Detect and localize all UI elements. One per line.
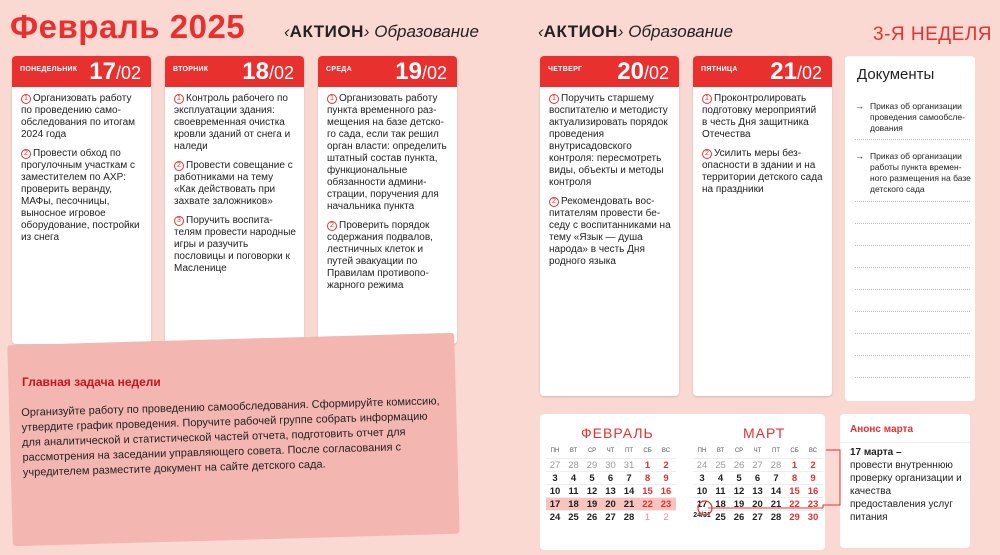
announcement-text: провести внутреннюю проверку организации и качества предоставления услуг питания (850, 460, 962, 523)
calendar-day: 20 (605, 499, 616, 510)
weekday-label: ВТОРНИК (173, 66, 209, 73)
calendar-day: 20 (752, 499, 763, 510)
calendar-day: 1 (791, 460, 798, 471)
task-item: 1 Поручить старшему воспитателю и методисту актуализировать порядок проведения внутрисадовского контроля: пересмотреть виды, объекты и методы контроля (549, 93, 668, 188)
calendar-day: 26 (733, 512, 745, 523)
calendar-day: 12 (586, 486, 598, 497)
month-name: МАРТ (743, 425, 786, 441)
divider (855, 139, 970, 140)
calendar-day: 18 (715, 499, 726, 510)
calendar-day: 22 (642, 499, 653, 510)
calendar-day: 3 (552, 473, 558, 484)
weekday-header: ПН (697, 448, 707, 454)
announcement-date: 17 марта – (850, 447, 902, 458)
calendar-day: 28 (770, 512, 782, 523)
brand-logo: ‹АКТИОН› Образование (284, 22, 479, 41)
calendar-day: 2 (663, 460, 669, 471)
calendar-day: 21 (770, 499, 782, 510)
day-card-tuesday (165, 56, 304, 344)
calendar-day: 3 (699, 473, 705, 484)
calendar-row-line (546, 458, 676, 459)
calendar-day: 29 (789, 512, 800, 523)
calendar-day: 11 (715, 486, 726, 497)
day-header (693, 56, 832, 87)
day-header (165, 56, 304, 87)
calendar-day: 14 (623, 486, 635, 497)
weekday-header: ПТ (625, 448, 633, 454)
task-item: 3 Поручить воспитателям провести народные игры и разучить пословицы и поговорки к Масленице (174, 215, 296, 274)
weekday-header: ВС (661, 448, 671, 454)
day-card-monday (12, 56, 151, 344)
brand-name: АКТИОН (289, 22, 364, 41)
calendar-day: 5 (736, 473, 742, 484)
calendar-day: 31 (623, 460, 635, 471)
announcement-panel (840, 414, 970, 548)
brand-subtitle-right: Образование (628, 22, 733, 41)
calendar-day: 25 (715, 460, 726, 471)
task-item: 1 Организовать работу по проведению самообследования по итогам 2024 года (21, 93, 136, 140)
calendar-day: 8 (791, 473, 798, 484)
calendar-day: 25 (715, 512, 726, 523)
calendar-day: 21 (623, 499, 635, 510)
task-item: 2 Рекомендовать воспитателям провести беседу с воспитанниками на тему «Язык — душа народа» в честь Дня родного языка (549, 196, 671, 267)
calendar-day: 28 (568, 460, 579, 471)
task-item: 1 Контроль рабочего по эксплуатации здания: своевременная очистка кровли зданий от снега и наледи (174, 93, 291, 152)
calendar-day: 17 (549, 499, 561, 510)
weekday-header: ПН (550, 448, 560, 454)
calendar-day: 10 (696, 486, 708, 497)
main-task-text: Организуйте работу по проведению самообследования. Сформируйте комиссию, утвердите график проведения. Поручите рабочей группе собрать информацию для аналитической и статистической частей отчета, подготовить отчет для рассмотрения на заседании управляющего совета. После согласования с учредителем разместите документ на сайте детского сада. (21, 395, 440, 479)
calendar-day: 6 (607, 473, 614, 484)
divider (855, 311, 970, 312)
divider (840, 442, 970, 443)
calendar-day: 13 (752, 486, 763, 497)
calendar-day: 7 (773, 473, 779, 484)
task-item: 2 Провести совещание с работниками на тему «Как действовать при захвате заложников» (174, 160, 293, 207)
calendar-day: 30 (605, 460, 616, 471)
weekday-header: ВС (808, 448, 818, 454)
day-header (12, 56, 151, 87)
weekday-label: ПЯТНИЦА (701, 66, 738, 73)
calendar-day: 2 (810, 460, 816, 471)
calendar-day: 2 (663, 512, 669, 523)
calendar-day: 7 (626, 473, 632, 484)
calendar-day: 28 (770, 460, 782, 471)
calendar-day: 26 (733, 460, 745, 471)
weekday-header: ВТ (716, 448, 725, 454)
calendar-day: 25 (568, 512, 579, 523)
calendar-day: 27 (752, 512, 763, 523)
calendar-day: 13 (605, 486, 616, 497)
document-link[interactable]: → Приказ об организации работы пункта временного размещения на базе детского сада (855, 151, 971, 194)
divider (855, 245, 970, 246)
day-date: 18/02 (242, 58, 294, 85)
divider (855, 333, 970, 334)
calendar-row-line (546, 484, 676, 485)
task-item: 2 Провести обход по прогулочным участкам с заместителем по АХР: проверить веранду, МАФы, песочницы, выносное игровое оборудование, постройки из снега (21, 148, 140, 243)
weekday-header: ПТ (772, 448, 780, 454)
calendar-day: 27 (752, 460, 763, 471)
day-date: 20/02 (617, 58, 669, 85)
day-card-wednesday (318, 56, 457, 344)
calendar-day: 27 (549, 460, 561, 471)
calendar-day: 15 (789, 486, 800, 497)
weekday-label: ПОНЕДЕЛЬНИК (20, 66, 78, 73)
calendar-day: 1 (644, 460, 651, 471)
divider (855, 289, 970, 290)
calendar-day: 4 (570, 473, 577, 484)
calendar-day: 29 (586, 460, 598, 471)
divider (855, 267, 970, 268)
calendar-day: 22 (789, 499, 800, 510)
document-link[interactable]: → Приказ об организации проведения самообследования (855, 101, 965, 133)
task-item: 1 Проконтролировать подготовку мероприятий в честь Дня защитника Отечества (702, 93, 817, 140)
task-item: 1 Организовать работу пункта временного размещения на базе детского сада, если так решил орган власти: определить штатный состав пункта, функциональные обязанности администрации, поручения для начальника пункта (327, 93, 447, 212)
calendar-day: 4 (717, 473, 724, 484)
calendar-day: 28 (623, 512, 635, 523)
calendar-day: 10 (549, 486, 561, 497)
divider (855, 377, 970, 378)
weekday-header: СР (734, 448, 744, 454)
documents-panel (845, 56, 975, 401)
calendar-day: 26 (586, 512, 598, 523)
calendar-row-line (546, 510, 676, 511)
weekday-label: СРЕДА (326, 66, 352, 73)
calendar-day: 15 (642, 486, 653, 497)
arrow-right-icon: → (855, 151, 864, 161)
calendar-day: 18 (568, 499, 579, 510)
divider (855, 201, 970, 202)
calendar-day: 14 (770, 486, 782, 497)
task-item: 2 Усилить меры безопасности в здании и на территории детского сада на праздники (702, 148, 823, 195)
calendar-day: 23 (660, 499, 672, 510)
calendar-day: 27 (605, 512, 616, 523)
divider (855, 223, 970, 224)
day-date: 19/02 (395, 58, 447, 85)
calendar-day: 24/31 (693, 512, 711, 519)
calendar-row-line (546, 497, 676, 498)
calendar-day: 5 (589, 473, 595, 484)
calendar-day: 30 (807, 512, 819, 523)
day-date: 17/02 (89, 58, 141, 85)
calendar-day: 8 (644, 473, 651, 484)
calendar-day: 19 (733, 499, 745, 510)
brand-logo-right: ‹АКТИОН› Образование (538, 22, 733, 41)
calendar-day: 9 (810, 473, 816, 484)
month-name: ФЕВРАЛЬ (581, 425, 654, 441)
page-title: Февраль 2025 (10, 8, 246, 45)
brand-name-right: АКТИОН (543, 22, 618, 41)
task-item: 2 Проверить порядок содержания подвалов, лестничных клеток и путей эвакуации по Правилам противопожарного режима (327, 220, 433, 291)
arrow-right-icon: → (855, 101, 864, 111)
day-header (318, 56, 457, 87)
day-header (540, 56, 679, 87)
weekday-header: СБ (790, 448, 799, 454)
weekday-header: ЧТ (753, 448, 762, 454)
weekday-header: ВТ (569, 448, 578, 454)
calendar-day: 19 (586, 499, 598, 510)
weekday-label: ЧЕТВЕРГ (548, 66, 583, 73)
documents-title: Документы (857, 66, 935, 83)
calendar-day: 12 (733, 486, 745, 497)
week-label: 3-Я НЕДЕЛЯ (873, 24, 993, 45)
calendar-day: 24 (549, 512, 561, 523)
calendar-row-line (546, 471, 676, 472)
divider (855, 355, 970, 356)
calendar-day: 16 (807, 486, 819, 497)
calendar-day: 9 (663, 473, 669, 484)
day-card-friday (693, 56, 832, 396)
calendar-day: 24 (696, 460, 708, 471)
day-date: 21/02 (770, 58, 822, 85)
brand-subtitle: Образование (374, 22, 479, 41)
calendar-day: 1 (644, 512, 651, 523)
calendar-day: 17 (696, 499, 708, 510)
main-task-title: Главная задача недели (22, 375, 161, 389)
weekday-header: СБ (643, 448, 652, 454)
calendar-day: 23 (807, 499, 819, 510)
weekday-header: СР (587, 448, 597, 454)
calendar-day: 6 (754, 473, 761, 484)
connector-line (700, 440, 850, 540)
announcement-title: Анонс марта (850, 424, 914, 435)
weekday-header: ЧТ (606, 448, 615, 454)
calendar-day: 16 (660, 486, 672, 497)
calendar-day: 11 (568, 486, 579, 497)
day-card-thursday (540, 56, 679, 396)
